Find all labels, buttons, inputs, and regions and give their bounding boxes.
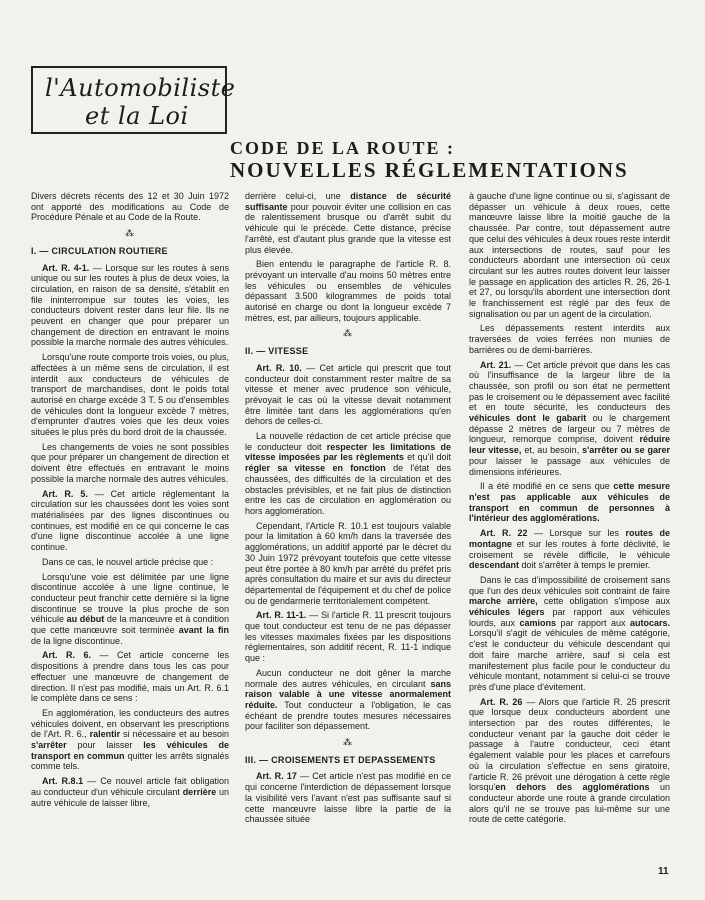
text: — Alors que l'article R. 25 prescrit que lorsque deux conducteurs abordent une intersection par des routes différentes, le conducteur venant par la gauche doit céder le passage à l'autre conducteur, ceci étant également valable pour les places et carrefours où la circulation s'effectue en sens giratoire, l'article R. 26 prévoit une dérogation à cette règle lorsqu' bbox=[469, 696, 670, 793]
page-number: 11 bbox=[658, 866, 669, 877]
article-ref: Art. R.8.1 bbox=[42, 776, 84, 787]
paragraph: Les changements de voies ne sont possibles que pour préparer un changement de direction et doivent être effectués en entravant le moins possible la marche normale des autres véhicules. bbox=[31, 441, 229, 484]
text: Dans le cas d'impossibilité de croisement sans que l'un des deux véhicules soit contraint de faire bbox=[469, 574, 670, 596]
emphasis: au début bbox=[66, 614, 105, 625]
emphasis: ralentir bbox=[89, 729, 121, 740]
text: Il a été modifié en ce sens que bbox=[480, 481, 614, 492]
intro-paragraph: Divers décrets récents des 12 et 30 Juin 1972 ont apporté des modifications au Code de Procédure Pénale et au Code de la Route. bbox=[31, 191, 229, 223]
article-ref: Art. R. 26 bbox=[480, 696, 523, 707]
text: de la manœuvre et à condition que cette manœuvre soit terminée bbox=[31, 614, 229, 636]
text: La nouvelle rédaction de cet article précise que le conducteur doit bbox=[245, 431, 451, 452]
asterism: ⁂ bbox=[343, 328, 353, 339]
paragraph bbox=[469, 481, 670, 524]
text: un autre véhicule de laisser libre, bbox=[31, 786, 230, 808]
text: et sur les routes à forte déclivité, le croisement se révèle difficile, le véhicule bbox=[469, 538, 670, 560]
paragraph-text: — Cet article qui prescrit que tout conducteur doit constamment rester maître de sa vitesse et mener avec prudence son véhicule, prévoyait le cas où la vitesse devait notamment être limitée tant dans les agglomérations qu'en dehors de celles-ci. bbox=[245, 362, 452, 427]
asterism: ⁂ bbox=[125, 228, 135, 239]
emphasis: distance de sécurité suffisante bbox=[245, 191, 451, 212]
paragraph bbox=[245, 771, 451, 825]
paragraph: Bien entendu le paragraphe de l'article R. 8. prévoyant un intervalle d'au moins 50 mètres entre les véhicules ou ensembles de véhicules dépassant 3.500 kilogrammes de poids total autorisé en charge ou dont la longueur excède 7 mètres, est, par ailleurs, toujours applicable. bbox=[245, 259, 451, 323]
paragraph bbox=[31, 650, 229, 704]
article-title-line2: NOUVELLES RÉGLEMENTATIONS bbox=[230, 158, 629, 182]
section-title-line1: l'Automobiliste bbox=[45, 74, 236, 102]
paragraph bbox=[245, 191, 451, 255]
text: de l'état des chaussées, des difficultés de la circulation et des obstacles prévisibles, et ne fait plus de distinction entre les cas de circulation en agglomération ou hors agglomération. bbox=[245, 463, 451, 516]
text: pour laisser bbox=[66, 740, 144, 751]
paragraph: Lorsqu'une route comporte trois voies, ou plus, affectées à un même sens de circulation, il est interdit aux conducteurs de véhicules de transport de marchandises, dont le poids total autorisé en charge excède 3 T. 5 ou d'ensembles de véhicules dont la longueur excède 7 mètres, d'emprunter d'autres voies que les deux voies situées le plus près du bord droit de la chaussée. bbox=[31, 352, 229, 438]
column-2 bbox=[245, 191, 451, 829]
paragraph-text: — Cet article concerne les dispositions à prendre dans tous les cas pour effectuer une manœuvre de changement de direction. Il n'est pas modifié, mais un Art. R. 6.1 le complète dans ce sens : bbox=[31, 650, 229, 704]
paragraph bbox=[245, 363, 451, 427]
section-heading-croisements: III. — CROISEMENTS ET DEPASSEMENTS bbox=[245, 754, 436, 765]
emphasis: camions bbox=[519, 617, 556, 628]
article-ref: Art. R. 10. bbox=[256, 362, 302, 373]
emphasis: en dehors des agglomérations bbox=[495, 782, 650, 793]
text: Tout conducteur a l'obligation, le cas échéant de prendre toutes mesures nécessaires pour faciliter son dépassement. bbox=[245, 699, 451, 732]
text: doit s'arrêter à temps le premier. bbox=[519, 560, 651, 571]
paragraph bbox=[31, 708, 229, 772]
text: Aucun conducteur ne doit gêner la marche normale des autres véhicules, en circulant bbox=[245, 667, 451, 689]
article-ref: Art. R. 22 bbox=[480, 528, 528, 539]
text: derrière celui-ci, une bbox=[245, 191, 351, 201]
text: par rapport aux véhicules lourds, aux bbox=[469, 607, 671, 628]
section-heading-vitesse: II. — VITESSE bbox=[245, 346, 309, 357]
article-ref: Art. R. 4-1. bbox=[42, 262, 90, 273]
paragraph bbox=[469, 360, 670, 478]
text: En agglomération, les conducteurs des autres véhicules doivent, en observant les prescriptions de l'Art. R. 6., bbox=[31, 707, 229, 740]
paragraph bbox=[469, 528, 670, 571]
text: — Ce nouvel article fait obligation au conducteur d'un véhicule circulant bbox=[31, 776, 229, 797]
article-title-line1: CODE DE LA ROUTE : bbox=[230, 138, 456, 158]
article-ref: Art. R. 11-1. bbox=[256, 610, 307, 621]
section-title-line2: et la Loi bbox=[85, 102, 189, 130]
text: et, au besoin, bbox=[521, 445, 583, 456]
text: — Lorsque sur les bbox=[527, 528, 626, 539]
text: pour pouvoir éviter une collision en cas de ralentissement brusque ou d'arrêt subit du véhicule qui le précède. Cette distance, précise l'arrêté, est d'autant plus grande que la vitesse est plus élevée. bbox=[245, 201, 451, 255]
article-ref: Art. R. 6. bbox=[42, 650, 91, 661]
emphasis: régler sa vitesse en fonction bbox=[245, 463, 386, 474]
text: quitter les arrêts signalés comme tels. bbox=[31, 750, 230, 772]
emphasis: cette mesure n'est pas applicable aux véhicules de transport en commun de personnes à l'intérieur des agglomérations. bbox=[469, 481, 671, 524]
text: et qu'il doit bbox=[403, 452, 451, 463]
text: Lorsqu'il s'agit de véhicules de même catégorie, c'est le conducteur du véhicule descendant qui doit faire marche arrière, sauf si cela est manifestement plus facile pour le conducteur du véhicule montant, notamment si celui-ci se trouve près d'une place d'évitement. bbox=[469, 628, 670, 692]
column-3 bbox=[469, 191, 670, 829]
emphasis: marche arrière, bbox=[469, 596, 538, 607]
paragraph bbox=[31, 776, 229, 808]
asterism: ⁂ bbox=[343, 737, 353, 748]
emphasis: derrière bbox=[182, 786, 217, 797]
article-ref: Art. R. 17 bbox=[256, 771, 297, 782]
emphasis: descendant bbox=[469, 560, 520, 571]
emphasis: réduire leur vitesse, bbox=[469, 434, 670, 456]
emphasis: les véhicules de transport en commun bbox=[31, 740, 229, 761]
article-ref: Art. 21. bbox=[480, 359, 512, 370]
paragraph-text: — Si l'article R. 11 prescrit toujours que tout conducteur est tenu de ne pas dépasser les vitesses maximales fixées par les dispositions réglementaires, son additif récent, R. 11-1 indique que : bbox=[245, 610, 451, 664]
emphasis: véhicules légers bbox=[469, 607, 545, 618]
paragraph: Dans ce cas, le nouvel article précise que : bbox=[42, 556, 214, 567]
paragraph bbox=[245, 668, 451, 732]
emphasis: routes de montagne bbox=[469, 528, 670, 549]
text: cette obligation s'impose aux bbox=[537, 596, 670, 607]
section-heading-circulation: I. — CIRCULATION ROUTIERE bbox=[31, 245, 168, 256]
text: Lorsqu'une voie est délimitée par une ligne discontinue accolée à une ligne continue, le conducteur peut franchir cette dernière si la ligne discontinue se trouve la plus proche de son véhicule bbox=[31, 571, 229, 625]
paragraph bbox=[31, 263, 229, 349]
emphasis: véhicules dont le gabarit bbox=[469, 413, 587, 424]
paragraph bbox=[245, 431, 451, 517]
paragraph: Les dépassements restent interdits aux traversées de voies ferrées non munies de barrières ou de demi-barrières. bbox=[469, 323, 670, 355]
paragraph bbox=[31, 489, 229, 553]
text: si nécessaire et au besoin bbox=[120, 729, 229, 740]
text: — Cet article prévoit que dans les cas où l'insuffisance de la largeur libre de la chaussée, son profil ou son état ne permettent pas le croisement ou le dépassement avec facilité et en toute sécurité, les conducteurs des bbox=[469, 359, 671, 413]
paragraph bbox=[31, 572, 229, 647]
text: de la ligne discontinue. bbox=[31, 635, 123, 646]
text: un conducteur aborde une route à grande circulation alors qu'il ne se trouve pas lui-même sur une route de cette catégorie. bbox=[469, 782, 671, 825]
paragraph: Cependant, l'Article R. 10.1 est toujours valable pour la limitation à 60 km/h dans la traversée des agglomérations, un additif apporté par le décret du 30 Juin 1972 prévoyant toutefois que cette vitesse peut être portée à 80 km/h par arrêté du préfet pris après consultation du maire et sur avis du directeur départemental de l'équipement et du chef de police ou de gendarmerie territorialement compétent. bbox=[245, 520, 451, 606]
section-title-box bbox=[31, 66, 236, 134]
text: ou le chargement dépasse 2 mètres de largeur ou 7 mètres de longueur, remorque comprise, doivent bbox=[469, 413, 671, 445]
emphasis: autocars. bbox=[629, 617, 670, 628]
emphasis: respecter les limitations de vitesse imposées par les règlements bbox=[245, 441, 451, 463]
paragraph bbox=[469, 697, 670, 825]
text: par rapport aux bbox=[556, 617, 630, 628]
article-ref: Art. R. 5. bbox=[42, 488, 88, 499]
paragraph-text: — Cet article n'est pas modifié en ce qui concerne l'interdiction de dépassement lorsque la visibilité vers l'avant n'est pas suffisante sauf si cette manœuvre laisse libre la partie de la chaussée située bbox=[245, 771, 451, 825]
emphasis: sans raison valable à une vitesse anormalement réduite. bbox=[245, 678, 451, 710]
paragraph-text: — Lorsque sur les routes à sens unique ou sur les routes à plus de deux voies, la circulation, en raison de sa densité, s'établit en file ininterrompue sur toutes les voies, les conducteurs doivent rester dans leur file. Ils ne peuvent en changer que pour préparer un changement de direction en entravant le moins possible la marche normale des autres véhicules. bbox=[31, 262, 229, 348]
paragraph-text: — Cet article réglementant la circulation sur les chaussées dont les voies sont matérialisées par des lignes discontinues ou continues, est modifié en ce qui concerne le cas d'une ligne discontinue accolée à une ligne continue. bbox=[31, 488, 229, 553]
paragraph bbox=[245, 610, 451, 664]
text: pour laisser le passage aux véhicules de dimensions inférieures. bbox=[469, 455, 670, 477]
paragraph: à gauche d'une ligne continue ou si, s'agissant de dépasser un véhicule à deux roues, cette manœuvre laisse libre la moitié gauche de la chaussée. Par contre, tout dépassement autre que celui des véhicules à deux roues reste interdit aux intersections de routes, sauf pour les conducteurs abordant une intersection où ceux circulant sur les autres routes doivent leur laisser le passage en application des articles R. 26, 26-1 et 27, ou lorsqu'ils abordent une intersection dont le franchissement est réglé par des feux de signalisation ou par un agent de la circulation. bbox=[469, 191, 670, 319]
emphasis: s'arrêter ou se garer bbox=[582, 445, 671, 456]
paragraph bbox=[469, 575, 670, 693]
column-1 bbox=[31, 191, 229, 812]
emphasis: s'arrêter bbox=[31, 740, 67, 751]
emphasis: avant la fin bbox=[178, 625, 230, 636]
